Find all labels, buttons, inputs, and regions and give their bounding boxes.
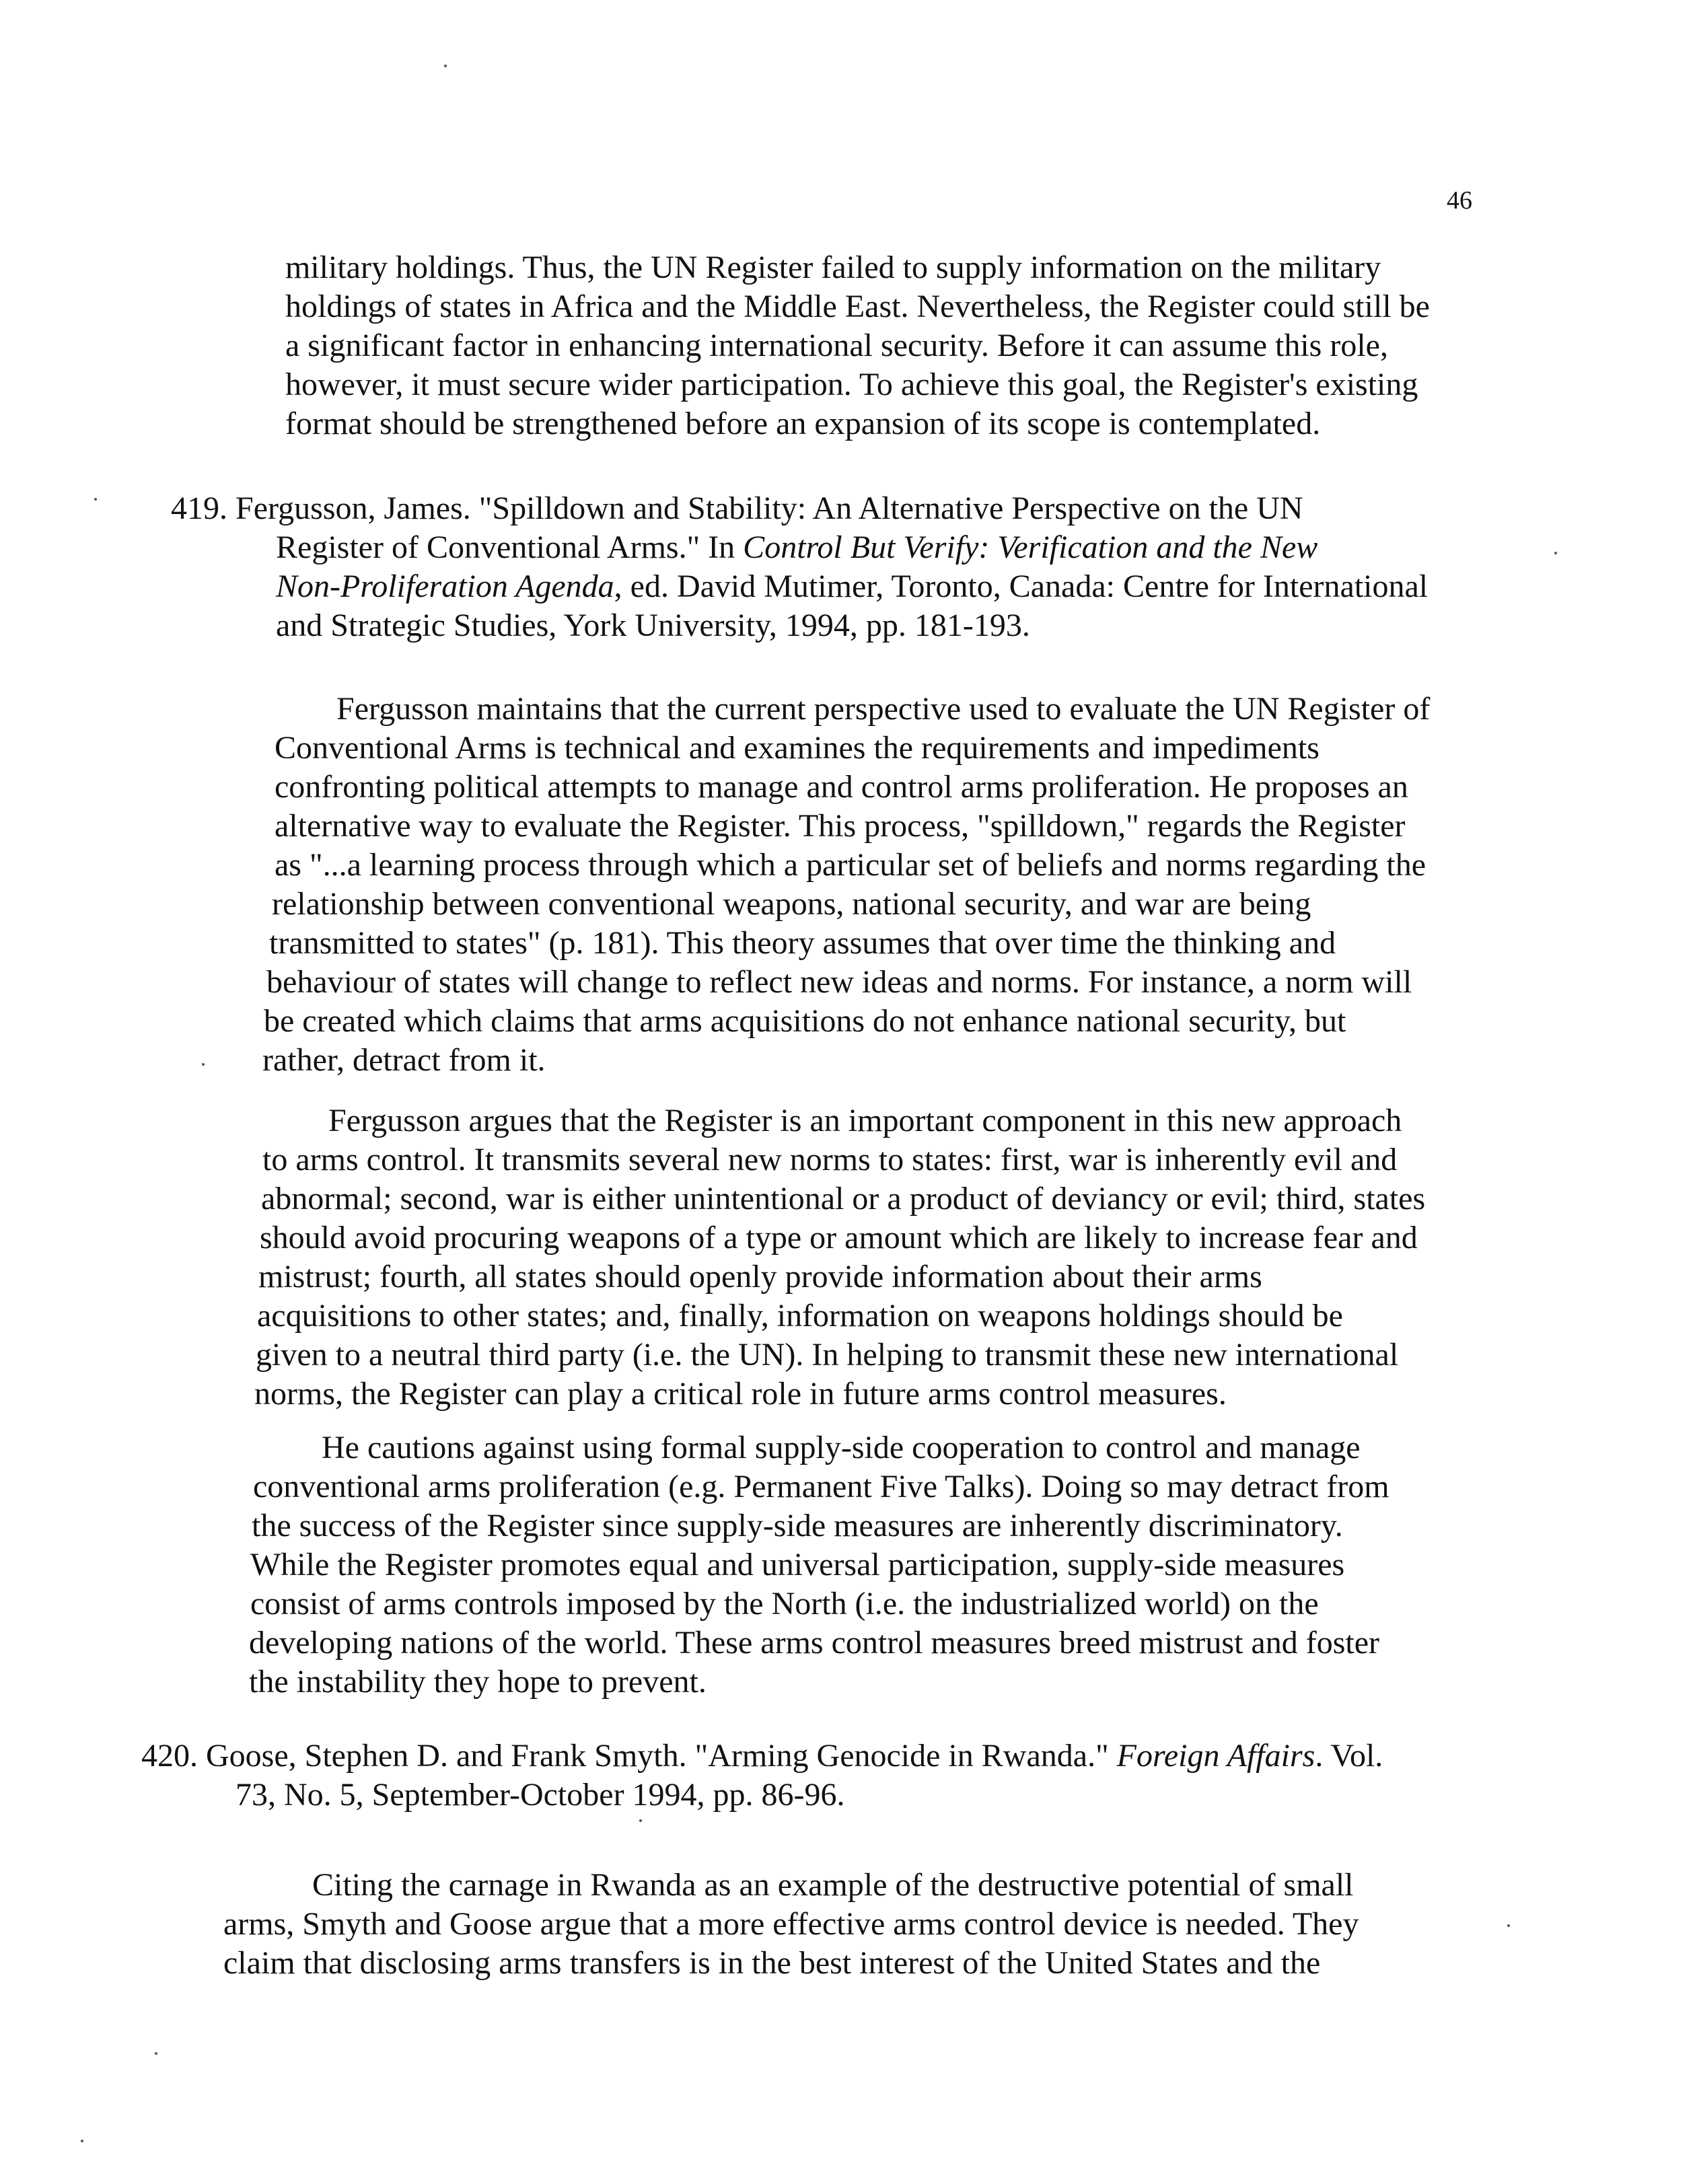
text-line: however, it must secure wider participation. To achieve this goal, the Register's existing <box>285 367 1418 402</box>
text-line: a significant factor in enhancing international security. Before it can assume this role, <box>285 328 1388 363</box>
text-line: be created which claims that arms acquisitions do not enhance national security, but <box>264 1003 1346 1039</box>
citation-book-title: Control But Verify: Verification and the New <box>743 530 1318 565</box>
citation-journal-title: Foreign Affairs <box>1116 1738 1315 1774</box>
citation-line <box>141 1736 1383 1776</box>
text-line: Citing the carnage in Rwanda as an example of the destructive potential of small <box>312 1867 1354 1903</box>
text-line: the success of the Register since supply-side measures are inherently discriminatory. <box>252 1508 1343 1543</box>
citation-line: and Strategic Studies, York University, 1994, pp. 181-193. <box>276 608 1030 643</box>
citation-line: 73, No. 5, September-October 1994, pp. 86-96. <box>236 1777 845 1813</box>
text-line: given to a neutral third party (i.e. the UN). In helping to transmit these new international <box>256 1337 1399 1373</box>
citation-text: , ed. David Mutimer, Toronto, Canada: Centre for International <box>614 569 1429 604</box>
text-line: While the Register promotes equal and universal participation, supply-side measures <box>250 1547 1345 1582</box>
page-number: 46 <box>1447 186 1472 215</box>
text-line: conventional arms proliferation (e.g. Permanent Five Talks). Doing so may detract from <box>253 1469 1389 1504</box>
citation-line <box>276 567 1428 607</box>
text-line: Conventional Arms is technical and examines the requirements and impediments <box>275 730 1320 766</box>
text-line: Fergusson maintains that the current perspective used to evaluate the UN Register of <box>336 691 1431 727</box>
text-line: rather, detract from it. <box>262 1042 546 1078</box>
text-line: consist of arms controls imposed by the North (i.e. the industrialized world) on the <box>250 1586 1319 1622</box>
citation-text: . Vol. <box>1315 1738 1383 1774</box>
text-line: behaviour of states will change to reflect new ideas and norms. For instance, a norm will <box>266 964 1412 1000</box>
citation-line: 419. Fergusson, James. "Spilldown and Stability: An Alternative Perspective on the UN <box>171 490 1303 526</box>
citation-text: Register of Conventional Arms." In <box>276 530 744 565</box>
text-line: claim that disclosing arms transfers is in the best interest of the United States and the <box>223 1945 1321 1981</box>
scan-speck <box>1554 552 1557 554</box>
text-line: holdings of states in Africa and the Middle East. Nevertheless, the Register could still be <box>285 289 1430 324</box>
citation-text: 420. Goose, Stephen D. and Frank Smyth. "Arming Genocide in Rwanda." <box>141 1738 1117 1774</box>
scan-speck <box>639 1819 642 1822</box>
text-line: should avoid procuring weapons of a type or amount which are likely to increase fear and <box>260 1220 1418 1255</box>
text-line: the instability they hope to prevent. <box>249 1664 707 1700</box>
text-line: Fergusson argues that the Register is an important component in this new approach <box>328 1103 1402 1138</box>
citation-line <box>276 527 1317 568</box>
text-line: relationship between conventional weapons, national security, and war are being <box>272 886 1311 922</box>
text-line: arms, Smyth and Goose argue that a more effective arms control device is needed. They <box>223 1906 1359 1942</box>
text-line: format should be strengthened before an expansion of its scope is contemplated. <box>285 406 1321 441</box>
text-line: acquisitions to other states; and, finally, information on weapons holdings should be <box>257 1298 1343 1334</box>
scan-speck <box>155 2052 157 2055</box>
scan-speck <box>94 498 97 501</box>
text-line: transmitted to states" (p. 181). This theory assumes that over time the thinking and <box>269 925 1336 961</box>
scan-speck <box>81 2140 83 2142</box>
text-line: developing nations of the world. These arms control measures breed mistrust and foster <box>249 1625 1380 1661</box>
text-line: military holdings. Thus, the UN Register failed to supply information on the military <box>285 250 1381 285</box>
text-line: confronting political attempts to manage and control arms proliferation. He proposes an <box>275 769 1408 805</box>
text-line: alternative way to evaluate the Register. This process, "spilldown," regards the Register <box>275 808 1406 844</box>
text-line: mistrust; fourth, all states should openly provide information about their arms <box>258 1259 1262 1295</box>
citation-book-title: Non-Proliferation Agenda <box>276 569 614 604</box>
scan-speck <box>444 65 447 67</box>
text-line: to arms control. It transmits several new norms to states: first, war is inherently evil and <box>262 1142 1398 1177</box>
text-line: norms, the Register can play a critical role in future arms control measures. <box>254 1376 1227 1412</box>
text-line: He cautions against using formal supply-side cooperation to control and manage <box>322 1430 1361 1465</box>
scan-speck <box>1507 1924 1510 1927</box>
scan-speck <box>202 1063 205 1066</box>
text-line: as "...a learning process through which a particular set of beliefs and norms regarding the <box>275 847 1426 883</box>
text-line: abnormal; second, war is either unintentional or a product of deviancy or evil; third, states <box>261 1181 1426 1216</box>
